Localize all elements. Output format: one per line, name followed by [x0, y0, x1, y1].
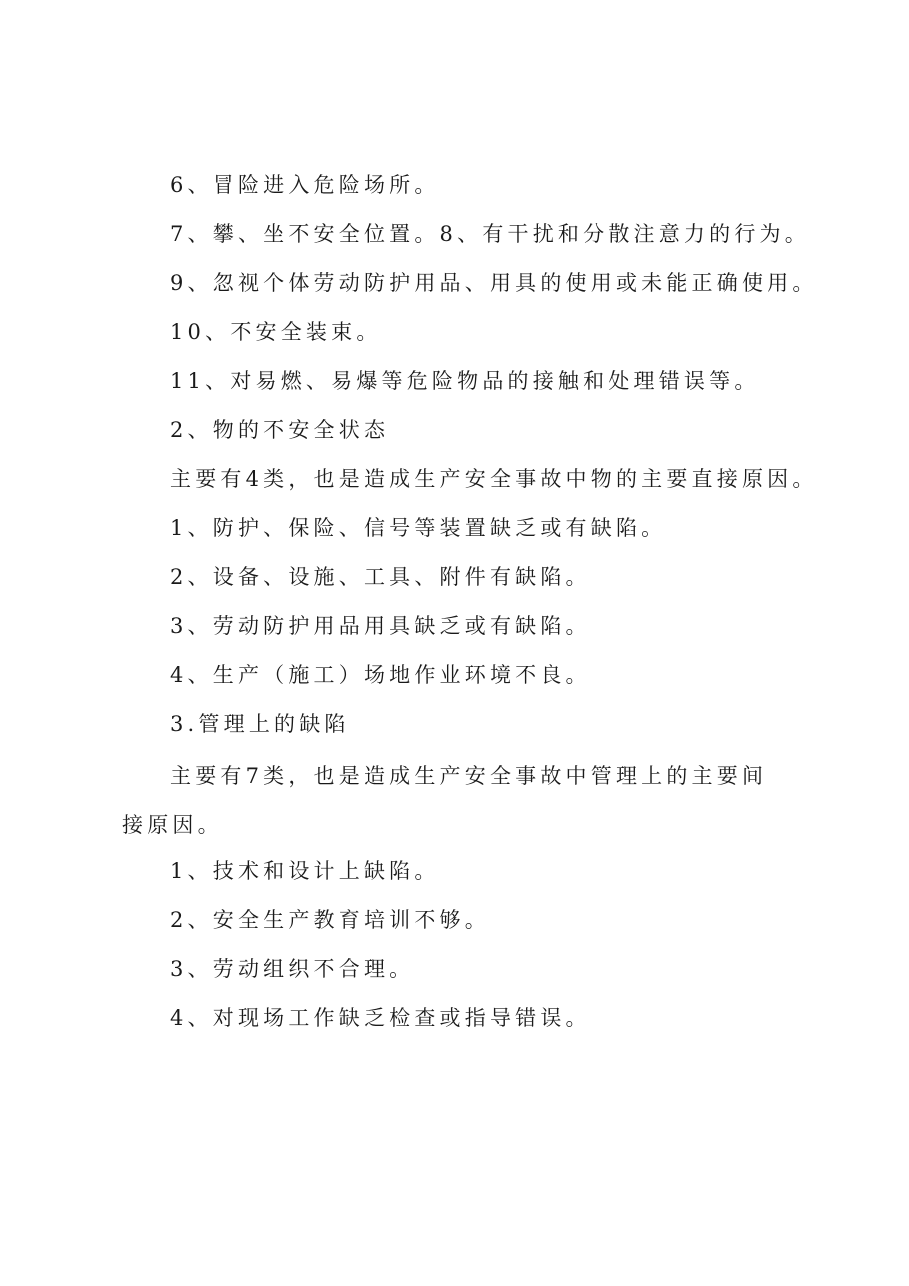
- section-heading: 3.管理上的缺陷: [170, 712, 350, 736]
- paragraph-line: 4、生产（施工）场地作业环境不良。: [170, 663, 591, 687]
- paragraph-line: 1、防护、保险、信号等装置缺乏或有缺陷。: [170, 516, 667, 540]
- section-heading: 2、物的不安全状态: [170, 418, 390, 442]
- paragraph-line: 11、对易燃、易爆等危险物品的接触和处理错误等。: [170, 369, 760, 393]
- paragraph-line: 2、安全生产教育培训不够。: [170, 908, 490, 932]
- paragraph-line: 7、攀、坐不安全位置。8、有干扰和分散注意力的行为。: [170, 222, 810, 246]
- paragraph-line: 6、冒险进入危险场所。: [170, 173, 440, 197]
- paragraph-line: 4、对现场工作缺乏检查或指导错误。: [170, 1006, 591, 1030]
- paragraph-line: 主要有4类，也是造成生产安全事故中物的主要直接原因。: [170, 467, 818, 491]
- paragraph-line: 9、忽视个体劳动防护用品、用具的使用或未能正确使用。: [170, 271, 818, 295]
- paragraph-line: 2、设备、设施、工具、附件有缺陷。: [170, 565, 591, 589]
- paragraph-line: 3、劳动组织不合理。: [170, 957, 415, 981]
- paragraph-line: 10、不安全装束。: [170, 320, 382, 344]
- paragraph-line: 3、劳动防护用品用具缺乏或有缺陷。: [170, 614, 591, 638]
- paragraph-line: 1、技术和设计上缺陷。: [170, 859, 440, 883]
- paragraph-wrapped: 主要有7类，也是造成生产安全事故中管理上的主要间接原因。: [122, 764, 768, 837]
